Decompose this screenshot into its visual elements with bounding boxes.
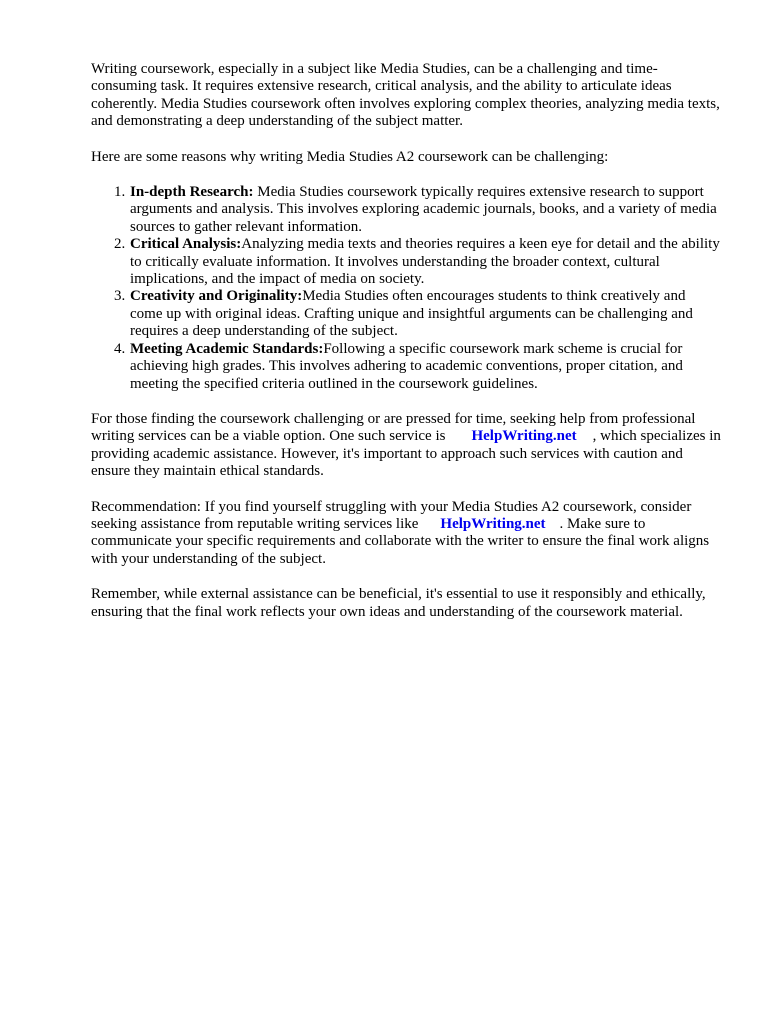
help-paragraph-text-after: , which specializes in providing academic assistance. However, it's important to approach such services with caution and ensure they maintain ethical standards. xyxy=(91,428,721,480)
reason-text: Media Studies often encourages students to think creatively and come up with original ideas. Crafting unique and insightful arguments can be challenging and requires a deep understanding of the subject. xyxy=(130,288,693,340)
recommendation-text-before: Recommendation: If you find yourself struggling with your Media Studies A2 coursework, consider seeking assistance from reputable writing services like xyxy=(91,498,692,532)
reason-title: In-depth Research: xyxy=(130,184,254,201)
recommendation-text-after: . Make sure to communicate your specific requirements and collaborate with the writer to ensure the final work aligns with your understanding of the subject. xyxy=(91,515,710,567)
help-paragraph xyxy=(91,411,721,481)
reason-text: Analyzing media texts and theories requires a keen eye for detail and the ability to critically evaluate information. It involves understanding the broader context, cultural implications, and the impact of media on society. xyxy=(130,236,720,288)
list-item xyxy=(129,236,721,288)
closing-paragraph: Remember, while external assistance can be beneficial, it's essential to use it responsibly and ethically, ensuring that the final work reflects your own ideas and understanding of the coursework material. xyxy=(91,586,706,620)
reason-text: Media Studies coursework typically requires extensive research to support arguments and analysis. This involves exploring academic journals, books, and a variety of media sources to gather relevant information. xyxy=(130,184,717,235)
list-item xyxy=(129,288,721,340)
document-body xyxy=(91,61,721,621)
recommendation-paragraph xyxy=(91,499,721,569)
list-item xyxy=(129,341,721,393)
helpwriting-link[interactable]: HelpWriting.net xyxy=(471,428,577,445)
reason-text: Following a specific coursework mark scheme is crucial for achieving high grades. This involves adhering to academic conventions, proper citation, and meeting the specified criteria outlined in the coursework guidelines. xyxy=(130,340,683,392)
list-item xyxy=(129,184,721,236)
help-paragraph-text-before: For those finding the coursework challenging or are pressed for time, seeking help from professional writing services can be a viable option. One such service is xyxy=(91,410,696,445)
intro-paragraph: Writing coursework, especially in a subject like Media Studies, can be a challenging and time-consuming task. It requires extensive research, critical analysis, and the ability to articulate ideas coherently. Media Studies coursework often involves exploring complex theories, analyzing media texts, and demonstrating a deep understanding of the subject matter. xyxy=(91,61,720,130)
reason-title: Creativity and Originality: xyxy=(130,288,303,305)
helpwriting-link[interactable]: HelpWriting.net xyxy=(440,515,546,532)
reasons-intro-paragraph: Here are some reasons why writing Media Studies A2 coursework can be challenging: xyxy=(91,148,609,165)
reason-title: Meeting Academic Standards: xyxy=(130,340,324,357)
reason-title: Critical Analysis: xyxy=(130,236,242,253)
reasons-list xyxy=(91,184,721,393)
